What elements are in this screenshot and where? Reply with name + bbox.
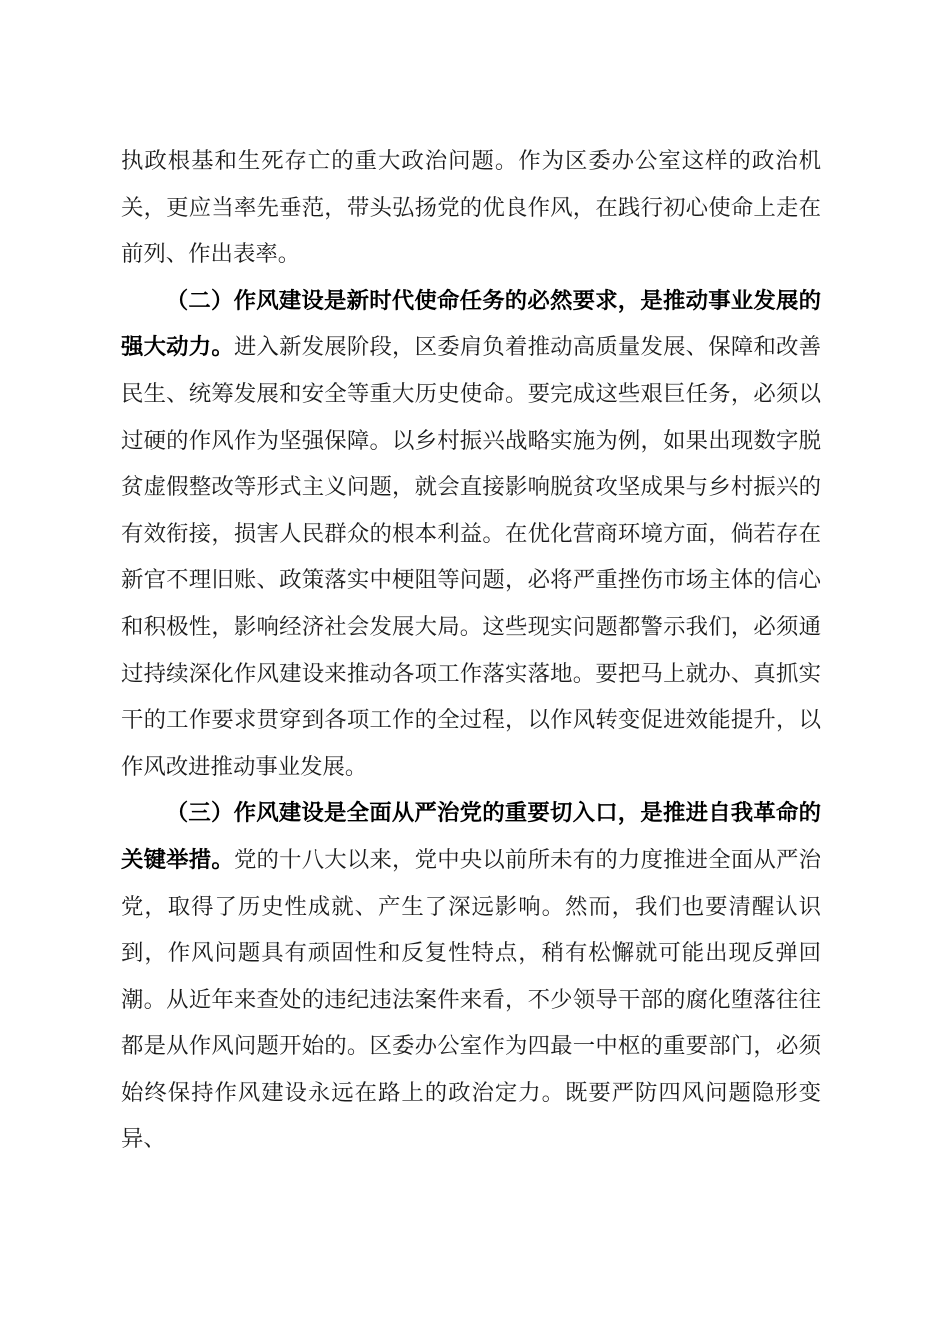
paragraph-section-3 <box>121 790 821 1163</box>
paragraph-text: 党的十八大以来，党中央以前所未有的力度推进全面从严治党，取得了历史性成就、产生了深远影响。然而，我们也要清醒认识到，作风问题具有顽固性和反复性特点，稍有松懈就可能出现反弹回潮。从近年来查处的违纪违法案件来看，不少领导干部的腐化堕落往往都是从作风问题开始的。区委办公室作为四最一中枢的重要部门，必须始终保持作风建设永远在路上的政治定力。既要严防四风问题隐形变异、 <box>121 846 822 1153</box>
document-body <box>121 138 821 1163</box>
paragraph-text: 执政根基和生死存亡的重大政治问题。作为区委办公室这样的政治机关，更应当率先垂范，带头弘扬党的优良作风，在践行初心使命上走在前列、作出表率。 <box>121 148 821 268</box>
section-heading: （二）作风建设是新时代使命任务的必然要求，是推动事业发展的强大动力。 <box>121 287 821 361</box>
paragraph-section-2 <box>121 278 821 791</box>
section-heading: （三）作风建设是全面从严治党的重要切入口，是推进自我革命的关键举措。 <box>121 800 821 873</box>
paragraph-text: 进入新发展阶段，区委肩负着推动高质量发展、保障和改善民生、统筹发展和安全等重大历史使命。要完成这些艰巨任务，必须以过硬的作风作为坚强保障。以乡村振兴战略实施为例，如果出现数字脱贫虚假整改等形式主义问题，就会直接影响脱贫攻坚成果与乡村振兴的有效衔接，损害人民群众的根本利益。在优化营商环境方面，倘若存在新官不理旧账、政策落实中梗阻等问题，必将严重挫伤市场主体的信心和积极性，影响经济社会发展大局。这些现实问题都警示我们，必须通过持续深化作风建设来推动各项工作落实落地。要把马上就办、真抓实干的工作要求贯穿到各项工作的全过程，以作风转变促进效能提升，以作风改进推动事业发展。 <box>121 334 822 780</box>
paragraph-continuation <box>121 138 821 278</box>
